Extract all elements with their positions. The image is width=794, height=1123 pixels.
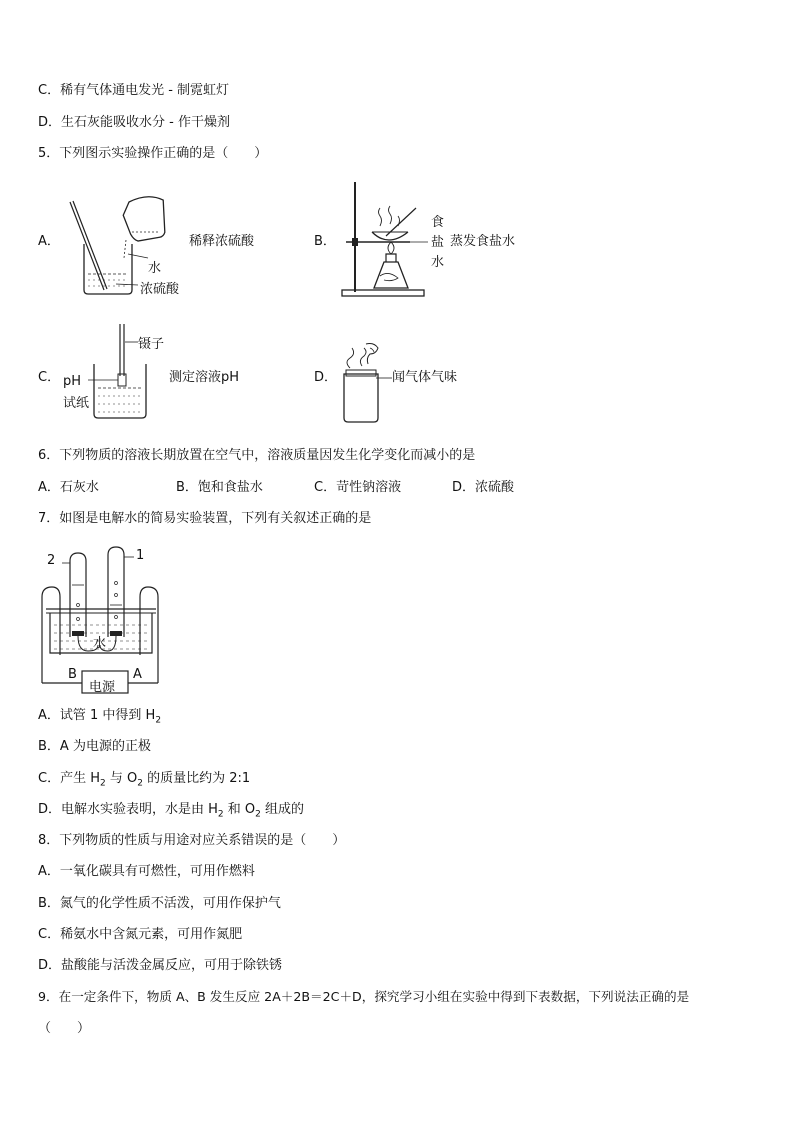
q6-option-a: A．石灰水 (38, 480, 99, 495)
q8-stem: 8．下列物质的性质与用途对应关系错误的是（ ） (38, 833, 346, 848)
fig-label-conc-acid: 浓硫酸 (140, 282, 180, 297)
evaporation-figure (338, 180, 430, 300)
q9-stem: 9．在一定条件下，物质 A、B 发生反应 2A＋2B＝2C＋D，探究学习小组在实验中得到下表数据，下列说法正确的是 (38, 989, 690, 1004)
fig-terminal-a: A (133, 667, 142, 682)
q4-option-d: D．生石灰能吸收水分 - 作干燥剂 (38, 115, 230, 130)
fig-label-salt-3: 水 (431, 255, 445, 270)
q4-option-c: C．稀有气体通电发光 - 制霓虹灯 (38, 83, 230, 98)
q7-option-d: D．电解水实验表明，水是由 $H_2$ 和 $O_2$ 组成的 (38, 802, 305, 820)
q6-option-b: B．饱和食盐水 (176, 480, 263, 495)
q8-option-c: C．稀氨水中含氮元素，可用作氮肥 (38, 927, 243, 942)
smell-gas-figure (336, 340, 392, 424)
q5-b-caption: 蒸发食盐水 (450, 234, 516, 249)
fig-tube-2: 2 (47, 553, 56, 568)
q8-option-a: A．一氧化碳具有可燃性，可用作燃料 (38, 864, 255, 879)
fig-label-water: 水 (148, 261, 162, 276)
q5-d-letter: D． (314, 370, 338, 385)
fig-label-salt-1: 食 (431, 215, 445, 230)
fig-power-source: 电源 (89, 680, 116, 695)
electrolysis-figure (38, 545, 162, 695)
fig-label-salt-2: 盐 (431, 235, 445, 250)
q6-option-d: D．浓硫酸 (452, 480, 515, 495)
q5-c-caption: 测定溶液pH (169, 370, 240, 385)
q5-b-letter: B． (314, 234, 336, 249)
q6-stem: 6．下列物质的溶液长期放置在空气中，溶液质量因发生化学变化而减小的是 (38, 448, 476, 463)
fig-terminal-b: B (68, 667, 77, 682)
q5-a-caption: 稀释浓硫酸 (189, 234, 255, 249)
q9-answer-paren: （ ） (38, 1021, 91, 1036)
q7-option-a: A．试管 1 中得到 $H_2$ (38, 708, 162, 726)
fig-tube-1: 1 (136, 548, 145, 563)
fig-label-ph: pH (63, 374, 82, 389)
q7-option-c: C．产生 $H_2$ 与 $O_2$ 的质量比约为 2:1 (38, 771, 251, 789)
q8-option-d: D．盐酸能与活泼金属反应，可用于除铁锈 (38, 958, 283, 973)
q6-option-c: C．苛性钠溶液 (314, 480, 402, 495)
q5-stem: 5．下列图示实验操作正确的是（ ） (38, 146, 268, 161)
q5-c-letter: C． (38, 370, 61, 385)
fig-label-tweezers: 镊子 (138, 337, 165, 352)
q5-a-letter: A． (38, 234, 60, 249)
fig-label-test-paper: 试纸 (63, 396, 90, 411)
fig-water-label: 水 (93, 636, 107, 651)
q8-option-b: B．氮气的化学性质不活泼，可用作保护气 (38, 896, 281, 911)
q7-option-b: B．A 为电源的正极 (38, 739, 151, 754)
q7-stem: 7．如图是电解水的简易实验装置，下列有关叙述正确的是 (38, 511, 372, 526)
q5-d-caption: 闻气体气味 (392, 370, 458, 385)
